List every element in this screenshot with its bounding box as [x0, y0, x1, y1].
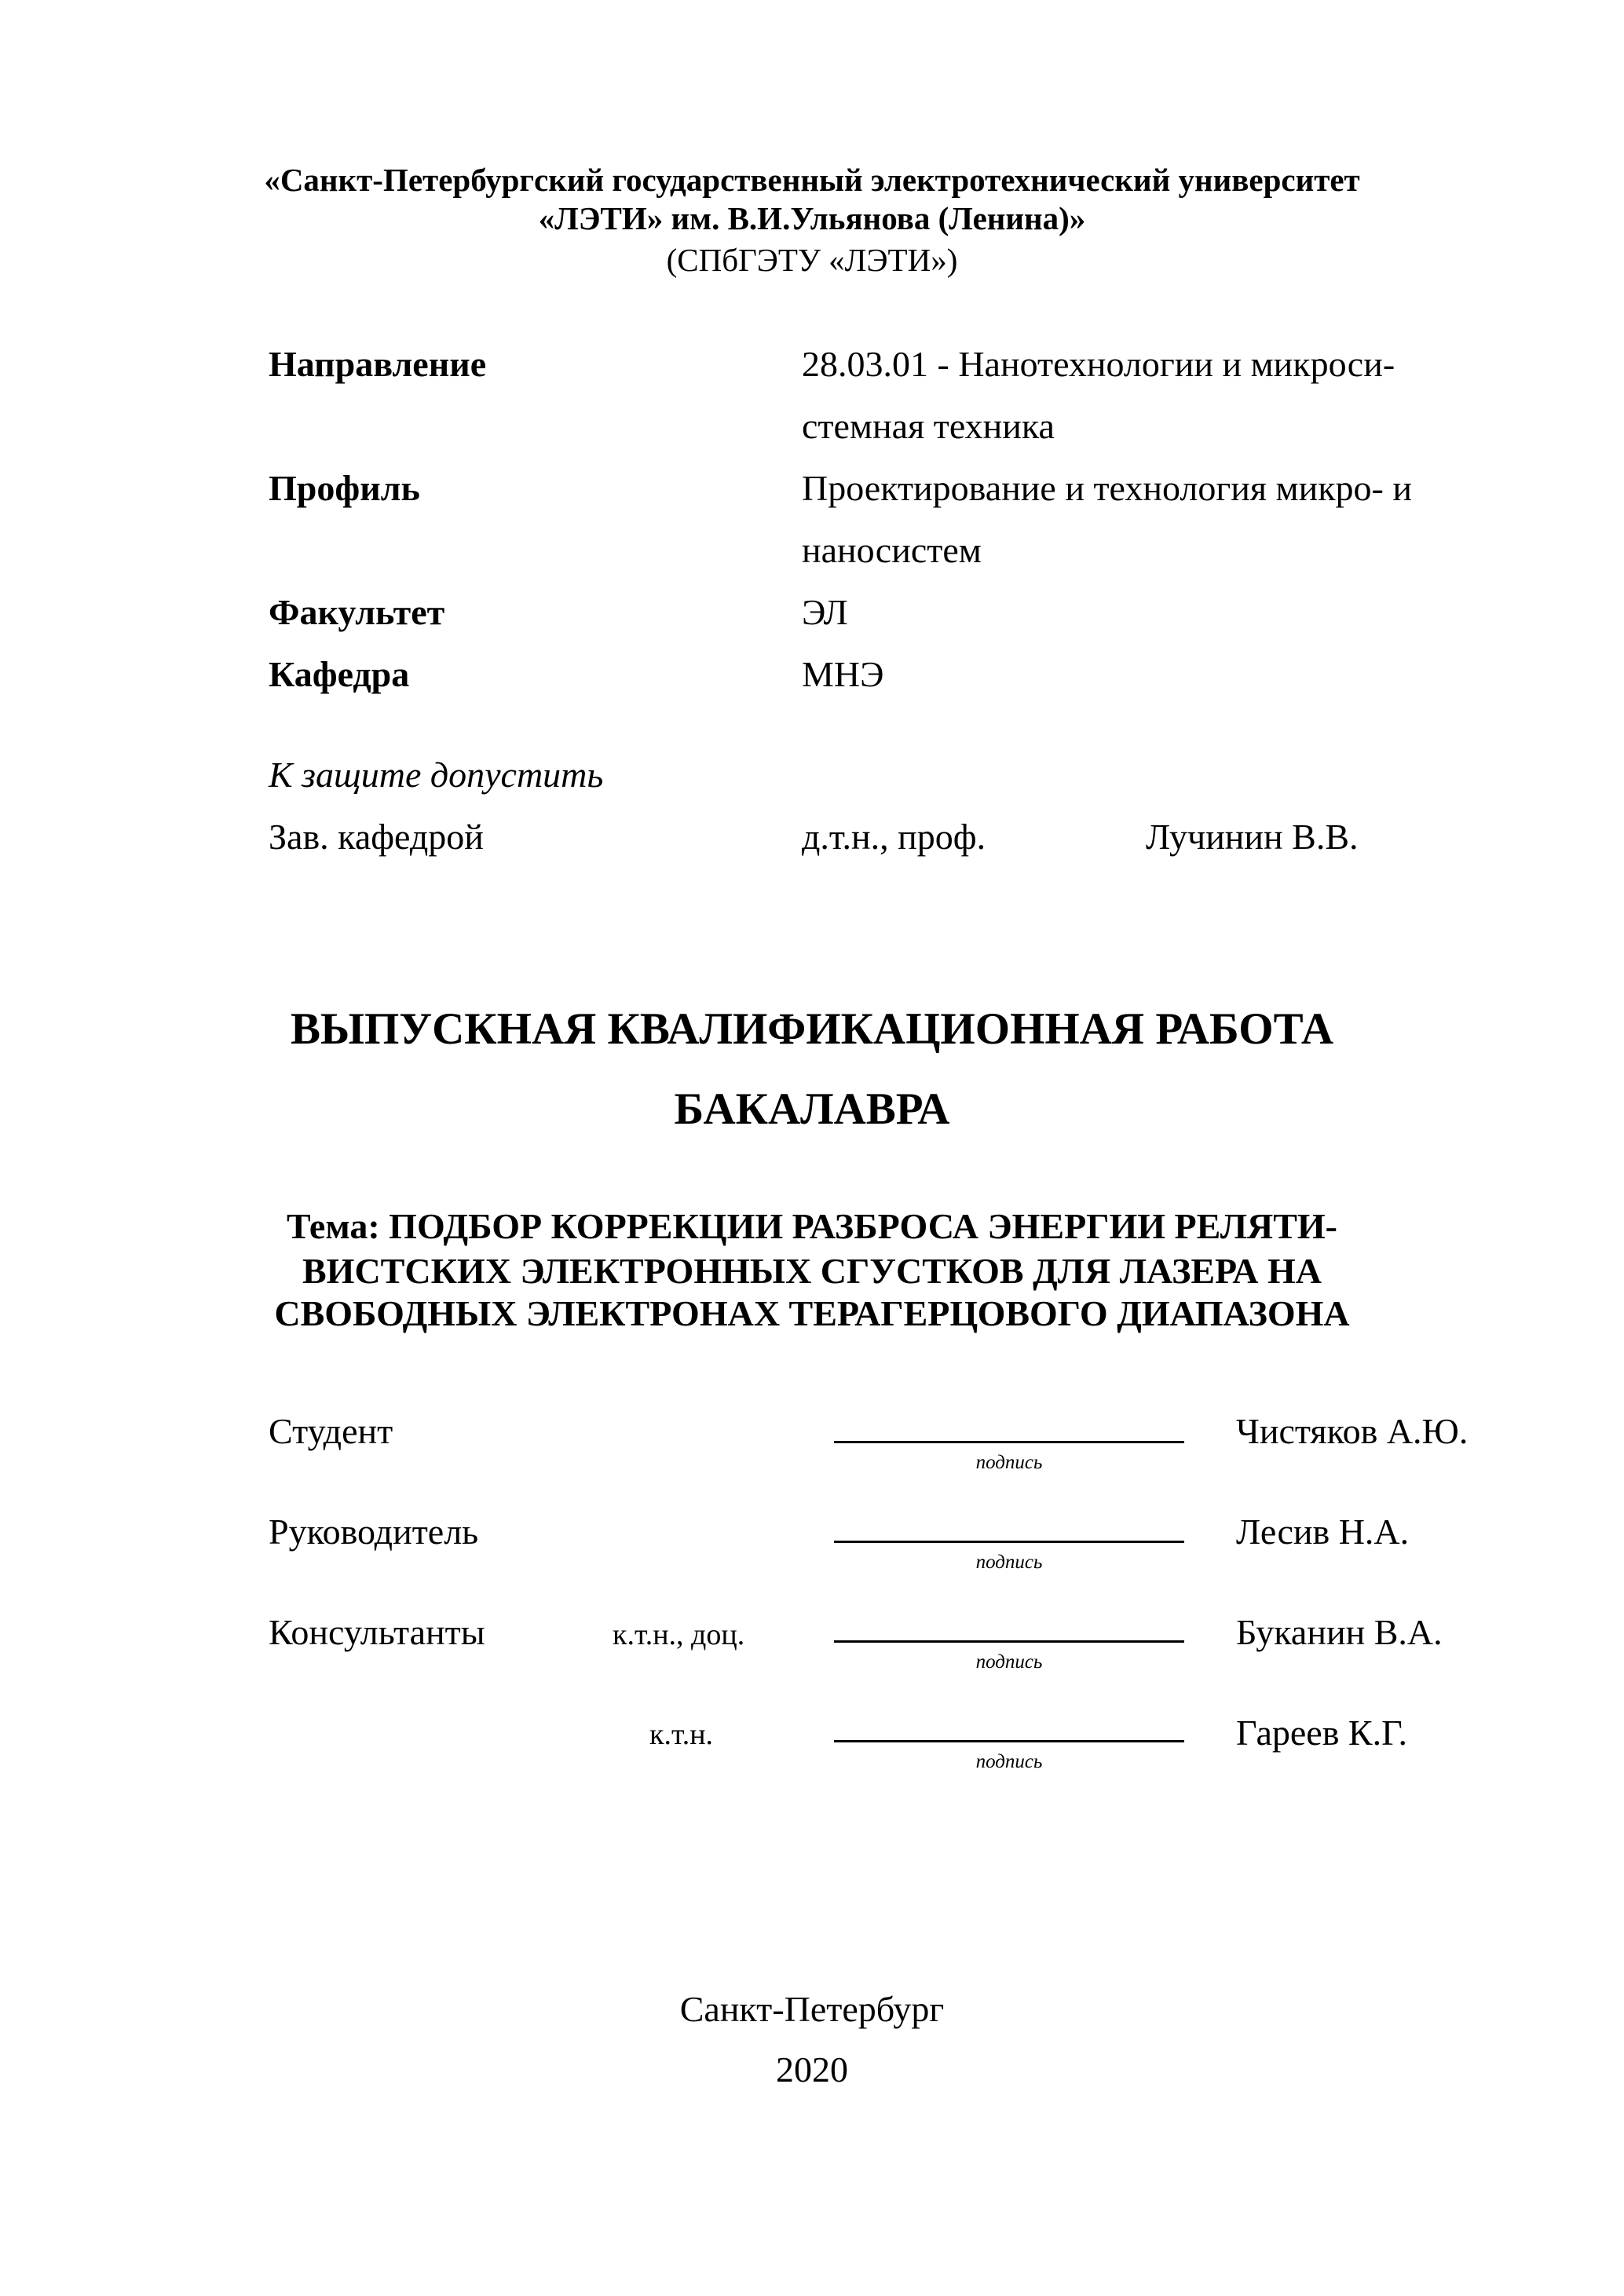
signature-line — [834, 1441, 1184, 1443]
approval-degree: д.т.н., проф. — [802, 817, 986, 857]
signature-name: Чистяков А.Ю. — [1236, 1411, 1469, 1451]
signature-name: Буканин В.А. — [1236, 1612, 1443, 1652]
signature-caption: подпись — [975, 1552, 1043, 1573]
signature-role: Студент — [269, 1411, 393, 1451]
profile-label: Профиль — [269, 468, 420, 508]
department-value: МНЭ — [802, 654, 884, 694]
signature-line — [834, 1541, 1184, 1543]
signature-line — [834, 1740, 1184, 1742]
signature-degree: к.т.н. — [649, 1718, 714, 1751]
signature-role: Консультанты — [269, 1612, 485, 1652]
approval-heading: К защите допустить — [269, 755, 604, 795]
topic-line1: Тема: ПОДБОР КОРРЕКЦИИ РАЗБРОСА ЭНЕРГИИ РЕЛЯТИ- — [287, 1206, 1337, 1246]
signature-caption: подпись — [975, 1452, 1043, 1473]
topic-line2: ВИСТСКИХ ЭЛЕКТРОННЫХ СГУСТКОВ ДЛЯ ЛАЗЕРА НА — [302, 1251, 1322, 1291]
document-title-line1: ВЫПУСКНАЯ КВАЛИФИКАЦИОННАЯ РАБОТА — [290, 1004, 1333, 1054]
university-name-line1: «Санкт-Петербургский государственный электротехнический университет — [264, 162, 1360, 198]
university-name-line2: «ЛЭТИ» им. В.И.Ульянова (Ленина)» — [538, 200, 1086, 236]
footer-year: 2020 — [776, 2049, 848, 2089]
topic-line3: СВОБОДНЫХ ЭЛЕКТРОНАХ ТЕРАГЕРЦОВОГО ДИАПАЗОНА — [274, 1293, 1350, 1333]
signature-role: Руководитель — [269, 1512, 479, 1552]
faculty-value: ЭЛ — [802, 592, 848, 632]
direction-label: Направление — [269, 344, 487, 384]
signature-name: Гареев К.Г. — [1236, 1713, 1408, 1753]
approval-role: Зав. кафедрой — [269, 817, 484, 857]
signature-caption: подпись — [975, 1651, 1043, 1673]
signature-name: Лесив Н.А. — [1236, 1512, 1410, 1552]
direction-value-line1: 28.03.01 - Нанотехнологии и микроси- — [802, 344, 1395, 384]
signature-degree: к.т.н., доц. — [613, 1618, 745, 1651]
profile-value-line1: Проектирование и технология микро- и — [802, 468, 1412, 508]
approval-name: Лучинин В.В. — [1146, 817, 1359, 857]
direction-value-line2: стемная техника — [802, 406, 1055, 446]
profile-value-line2: наносистем — [802, 530, 982, 570]
signature-caption: подпись — [975, 1751, 1043, 1772]
university-abbreviation: (СПбГЭТУ «ЛЭТИ») — [666, 242, 958, 278]
faculty-label: Факультет — [269, 592, 445, 632]
footer-city: Санкт-Петербург — [679, 1989, 945, 2029]
department-label: Кафедра — [269, 654, 410, 694]
signature-line — [834, 1640, 1184, 1643]
document-title-line2: БАКАЛАВРА — [674, 1084, 950, 1134]
